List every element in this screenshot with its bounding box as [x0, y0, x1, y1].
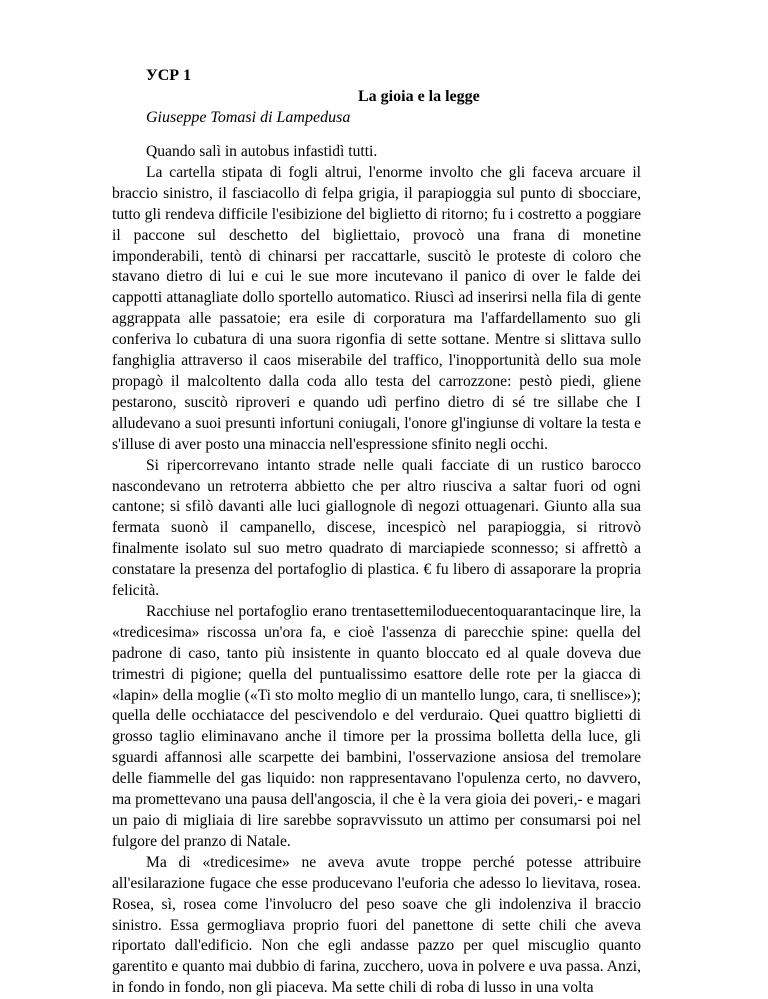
document-body: [112, 142, 641, 999]
paragraph: Quando salì in autobus infastidì tutti.: [146, 143, 378, 160]
document-title: La gioia e la legge: [358, 88, 480, 105]
document-label: УСР 1: [146, 67, 192, 84]
paragraph: Ma di «tredicesime» ne aveva avute troppe perché potesse attribuire all'esilarazione fugace che esse producevano l'euforia che adesso lo lievitava, rosea. Rosea, sì, rosea come l'involucro del peso soave che gli indolenziva il braccio sinistro. Essa germogliava proprio fuori del panettone di sette chili che aveva riportato dall'edificio. Non che egli andasse pazzo per quel miscuglio quanto garentito e quanto mai dubbio di farina, zucchero, uova in polvere e uva passa. Anzi, in fondo in fondo, non gli piaceva. Ma sette chili di roba di lusso in una volta: [112, 853, 641, 997]
document-author: Giuseppe Tomasi di Lampedusa: [146, 109, 351, 126]
paragraph: La cartella stipata di fogli altrui, l'enorme involto che gli faceva arcuare il braccio sinistro, il fasciacollo di felpa grigia, il parapioggia sul punto di sbocciare, tutto gli rendeva difficile l'esibizione del biglietto di ritorno; fu i costretto a poggiare il paccone sul deschetto del bigliettaio, provocò una frana di monetine imponderabili, tentò di chinarsi per raccattarle, suscitò le proteste di coloro che stavano dietro di lui e cui le sue more incutevano il panico di over le falde dei cappotti attanagliate dollo sportello automatico. Riuscì ad inserirsi nella fila di gente aggrappata alle passatoie; era esile di corporatura ma l'affardellamento suo gli conferiva lo cubatura di una suora rigonfia di sette sottane. Mentre si slittava sullo fanghiglia attraverso il caos miserabile del traffico, l'inopportunità dello sua mole propagò il malcoltento dalla coda allo testa del carrozzone: pestò piedi, gliene pestarono, suscitò riproveri e quando udì perfino dietro di sé tre sillabe che I alludevano a suoi presunti infortuni coniugali, l'onore gl'ingiunse di voltare la testa e s'illuse di aver posto una minaccia nell'espressione sfinito negli occhi.: [112, 163, 641, 453]
paragraph: Racchiuse nel portafoglio erano trentasettemiloduecentoquarantacinque lire, la «tredicesima» riscossa un'ora fa, e cioè l'assenza di parecchie spine: quella del padrone di caso, tanto più insistente in quanto bloccato ed al quale doveva due trimestri di pigione; quella del puntualissimo esattore delle rote per la giacca di «lapin» della moglie («Ti sto molto meglio di un mantello lungo, cara, ti snellisce»); quella delle occhiatacce del pescivendolo e del verduraio. Quei quattro biglietti di grosso taglio eliminavano anche il timore per la prossima bolletta della luce, gli sguardi affannosi alle scarpette dei bambini, l'osservazione ansiosa del tremolare delle fiammelle del gas liquido: non rappresentavano l'opulenza certo, no davvero, ma promettevano una pausa dell'angoscia, il che è la vera gioia dei poveri,- e magari un paio di migliaia di lire sarebbe sopravvissuto un attimo per consumarsi poi nel fulgore del pranzo di Natale.: [112, 602, 641, 850]
paragraph: Si ripercorrevano intanto strade nelle quali facciate di un rustico barocco nascondevano un retroterra abbietto che per altro riusciva a saltar fuori od ogni cantone; si sfilò davanti alle luci giallognole dì negozi ottuagenari. Giunto alla sua fermata suonò il campanello, discese, incespicò nel parapioggia, si ritrovò finalmente isolato sul suo metro quadrato di marciapiede sconnesso; si affrettò a constatare la presenza del portafoglio di plastica. € fu libero di assaporare la propria felicità.: [112, 456, 641, 600]
